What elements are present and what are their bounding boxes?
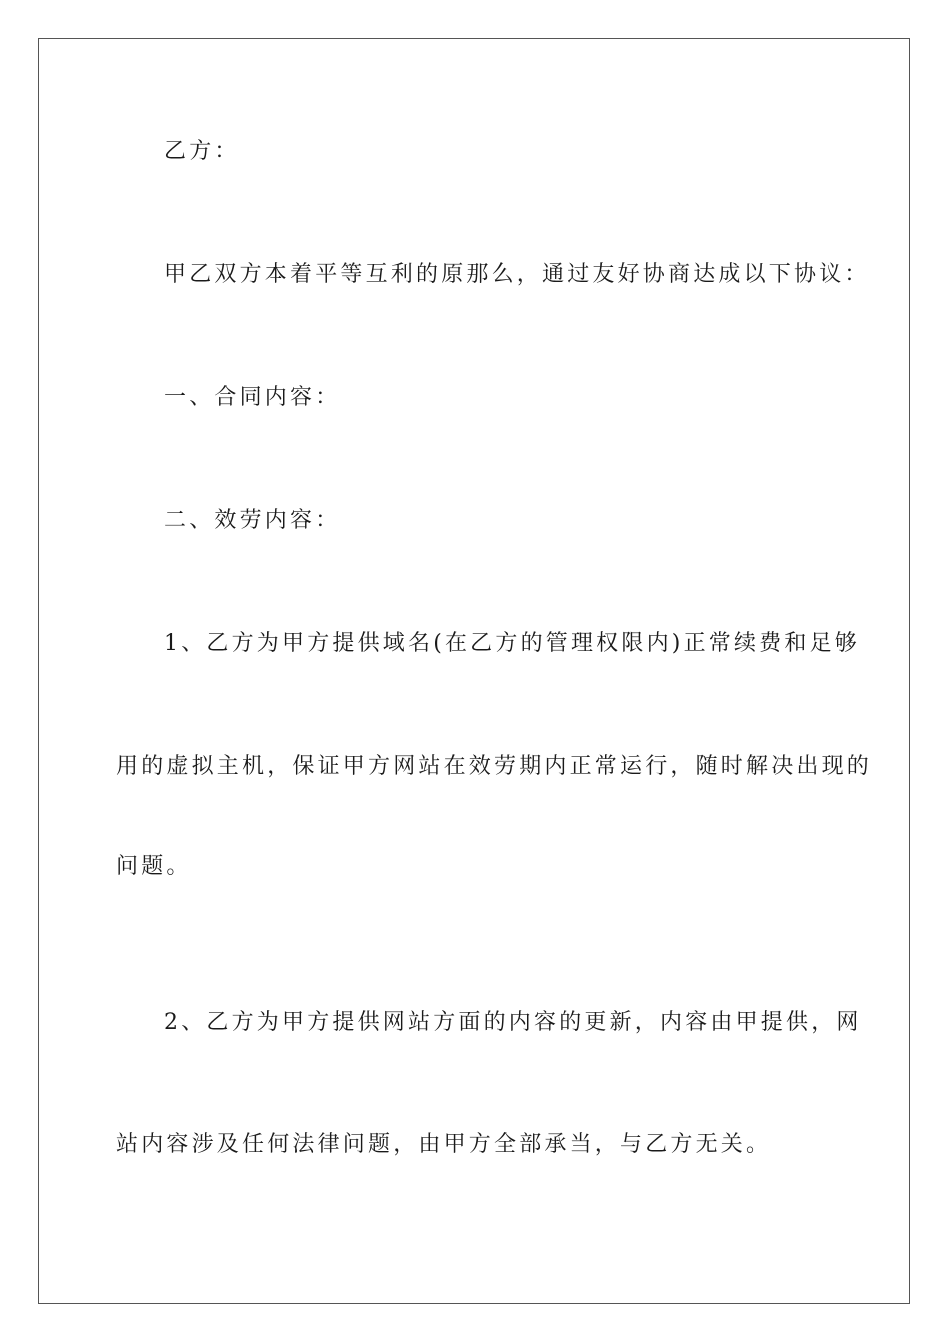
text-line-preamble: 甲乙双方本着平等互利的原那么，通过友好协商达成以下协议： — [164, 262, 870, 287]
text-line-party-b: 乙方： — [164, 139, 240, 164]
text-line-item-2-end: 站内容涉及任何法律问题，由甲方全部承当，与乙方无关。 — [116, 1132, 772, 1157]
text-line-item-1-start: 1、乙方为甲方提供域名(在乙方的管理权限内)正常续费和足够 — [164, 631, 860, 656]
text-line-section-2: 二、效劳内容： — [164, 508, 341, 533]
text-line-item-1-cont: 用的虚拟主机，保证甲方网站在效劳期内正常运行，随时解决出现的 — [116, 754, 873, 779]
text-line-section-1: 一、合同内容： — [164, 385, 341, 410]
page-frame — [38, 38, 910, 1304]
text-line-item-2-start: 2、乙方为甲方提供网站方面的内容的更新，内容由甲提供，网 — [164, 1010, 862, 1035]
text-line-item-1-end: 问题。 — [116, 854, 192, 879]
